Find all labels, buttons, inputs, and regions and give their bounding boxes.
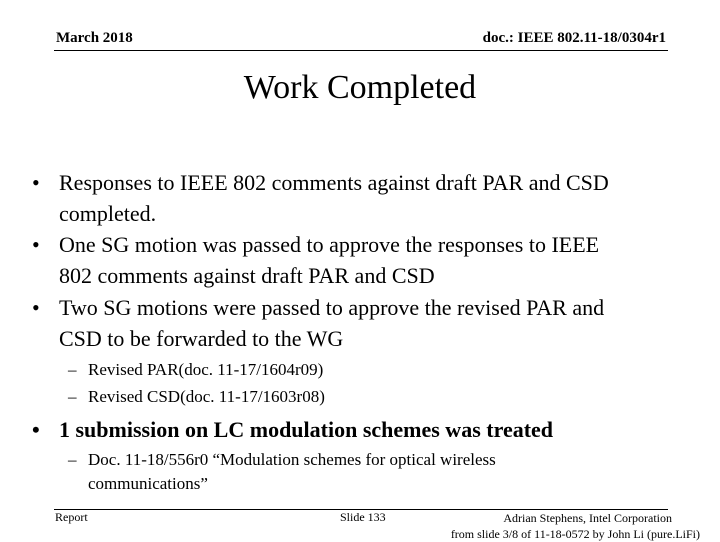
sub-bullet-dash: –: [68, 360, 77, 379]
bullet-text: [59, 229, 719, 291]
slide-title: Work Completed: [243, 69, 477, 106]
footer-author: Adrian Stephens, Intel Corporation: [503, 511, 672, 525]
bullet-line: One SG motion was passed to approve the responses to IEEE: [59, 232, 600, 257]
bullet-dot: •: [32, 295, 40, 320]
bullet-line: completed.: [59, 201, 157, 226]
footer-attribution: [451, 510, 700, 542]
header-date: March 2018: [56, 30, 133, 46]
bullet-line: 802 comments against draft PAR and CSD: [59, 263, 435, 288]
bullet-line: CSD to be forwarded to the WG: [59, 326, 344, 351]
footer-report-label: Report: [55, 510, 88, 524]
bullet-text: [59, 292, 719, 354]
sub-bullet-line: communications”: [88, 474, 208, 493]
sub-bullet-line: Revised PAR(doc. 11-17/1604r09): [88, 360, 324, 379]
bullet-text: [59, 414, 719, 445]
footer-slide-number: Slide 133: [340, 510, 386, 524]
header-doc-id: doc.: IEEE 802.11-18/0304r1: [482, 30, 666, 46]
bullet-dot: •: [32, 170, 40, 195]
footer-source: from slide 3/8 of 11-18-0572 by John Li (pure.LiFi): [450, 527, 700, 541]
sub-bullet-text: [88, 358, 688, 382]
sub-bullet-text: [88, 385, 688, 409]
sub-bullet-line: Revised CSD(doc. 11-17/1603r08): [88, 387, 325, 406]
bullet-line: 1 submission on LC modulation schemes was treated: [59, 417, 554, 442]
bullet-line: Responses to IEEE 802 comments against draft PAR and CSD: [59, 170, 609, 195]
header-divider: [54, 50, 668, 51]
sub-bullet-dash: –: [68, 450, 77, 469]
bullet-text: [59, 167, 719, 229]
sub-bullet-text: [88, 448, 688, 496]
bullet-dot: •: [32, 232, 40, 257]
bullet-line: Two SG motions were passed to approve the revised PAR and: [59, 295, 605, 320]
bullet-dot: •: [32, 417, 40, 442]
sub-bullet-line: Doc. 11-18/556r0 “Modulation schemes for optical wireless: [88, 450, 496, 469]
sub-bullet-dash: –: [68, 387, 77, 406]
